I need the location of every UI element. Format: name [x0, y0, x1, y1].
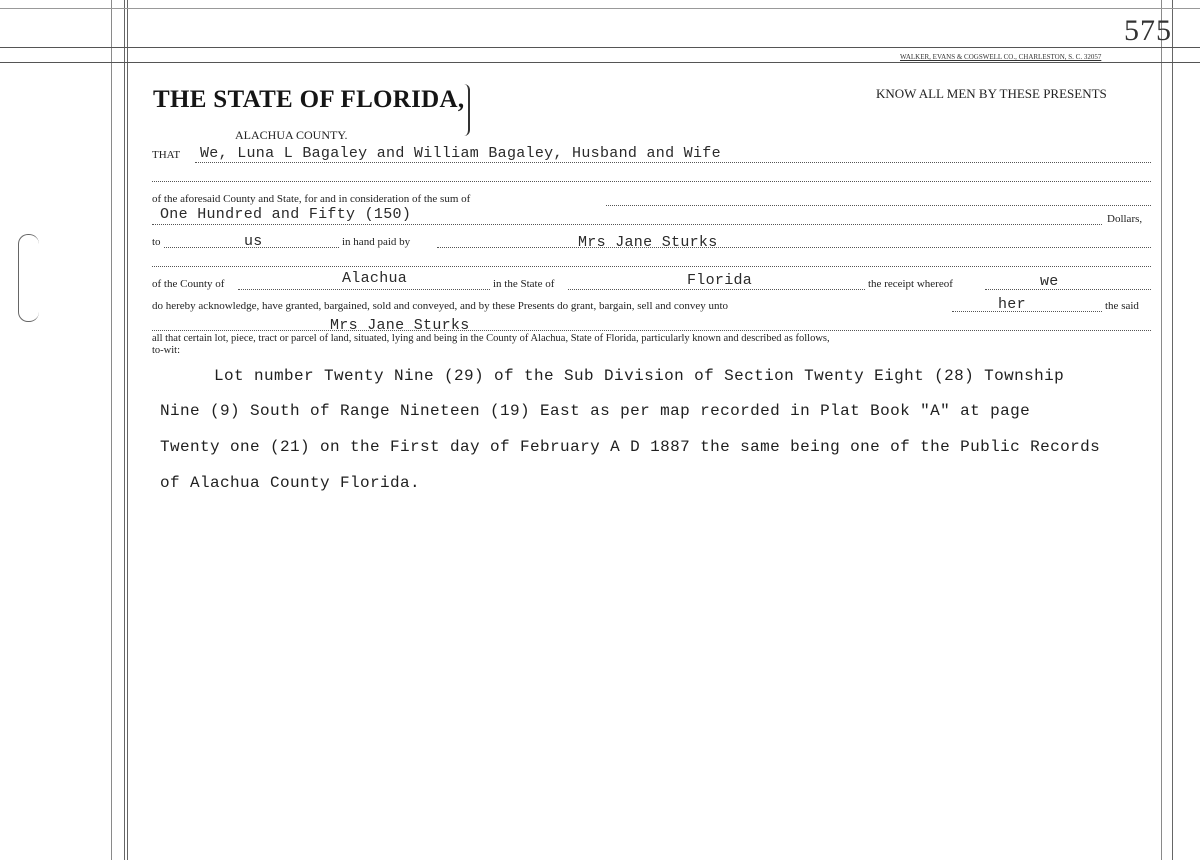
paid-by-label: in hand paid by: [342, 236, 411, 248]
to-wit-label: to-wit:: [152, 345, 180, 356]
description-line-2: Nine (9) South of Range Nineteen (19) East as per map recorded in Plat Book "A" at page: [160, 402, 1031, 420]
acknowledge-text: do hereby acknowledge, have granted, bargained, sold and conveyed, and by these Presents do grant, bargain, sell and convey unto: [152, 300, 729, 312]
blank-dotted-line-1: [152, 181, 1151, 182]
state-of-label: in the State of: [493, 278, 555, 290]
top-rule-2: [0, 47, 1200, 48]
state-title: THE STATE OF FLORIDA,: [153, 86, 465, 113]
binder-hole: [18, 234, 39, 322]
land-description-text: all that certain lot, piece, tract or parcel of land, situated, lying and being in the County of Alachua, State of Florida, particularly known and described as follows,: [152, 333, 830, 344]
page-number: 575: [1124, 14, 1172, 47]
amount-value: One Hundred and Fifty (150): [160, 206, 412, 223]
to-label: to: [152, 236, 161, 248]
county-of-label: of the County of: [152, 278, 225, 290]
county-value: Alachua: [342, 270, 408, 287]
top-rule-1: [0, 8, 1200, 9]
consideration-text: of the aforesaid County and State, for and in consideration of the sum of: [152, 193, 471, 205]
paid-by-value: Mrs Jane Sturks: [578, 234, 718, 251]
amount-dotted-line: [152, 224, 1102, 225]
unto-dotted-line: [952, 311, 1102, 312]
printer-imprint: WALKER, EVANS & COGSWELL CO., CHARLESTON, S. C. 32057: [900, 53, 1102, 61]
receipt-label: the receipt whereof: [868, 278, 953, 290]
dollars-label: Dollars,: [1107, 213, 1143, 225]
left-margin-line-2: [124, 0, 125, 860]
top-rule-3: [0, 62, 1200, 63]
receipt-dotted-line: [985, 289, 1151, 290]
description-line-4: of Alachua County Florida.: [160, 474, 421, 492]
grantors-value: We, Luna L Bagaley and William Bagaley, Husband and Wife: [200, 145, 721, 162]
consideration-dotted-line: [606, 205, 1151, 206]
left-margin-line-3: [127, 0, 128, 860]
title-brace: [462, 84, 470, 136]
grantee-dotted-line: [152, 330, 1151, 331]
grantee-value: Mrs Jane Sturks: [330, 317, 470, 334]
county-dotted-line: [238, 289, 490, 290]
unto-value: her: [998, 296, 1026, 313]
county-heading: ALACHUA COUNTY.: [235, 128, 348, 142]
state-dotted-line: [568, 289, 865, 290]
paid-by-dotted-line: [437, 247, 1151, 248]
right-margin-line-1: [1161, 0, 1162, 860]
that-label: THAT: [152, 149, 181, 161]
blank-dotted-line-2: [152, 266, 1151, 267]
that-dotted-line: [195, 162, 1151, 163]
description-line-3: Twenty one (21) on the First day of February A D 1887 the same being one of the Public Records: [160, 438, 1101, 456]
left-margin-line-1: [111, 0, 112, 860]
state-value: Florida: [687, 272, 753, 289]
know-all-men: KNOW ALL MEN BY THESE PRESENTS: [876, 86, 1107, 101]
description-line-1: Lot number Twenty Nine (29) of the Sub Division of Section Twenty Eight (28) Township: [214, 367, 1065, 385]
the-said-label: the said: [1105, 300, 1139, 312]
right-margin-line-2: [1172, 0, 1173, 860]
to-value: us: [244, 233, 263, 250]
receipt-value: we: [1040, 273, 1059, 290]
